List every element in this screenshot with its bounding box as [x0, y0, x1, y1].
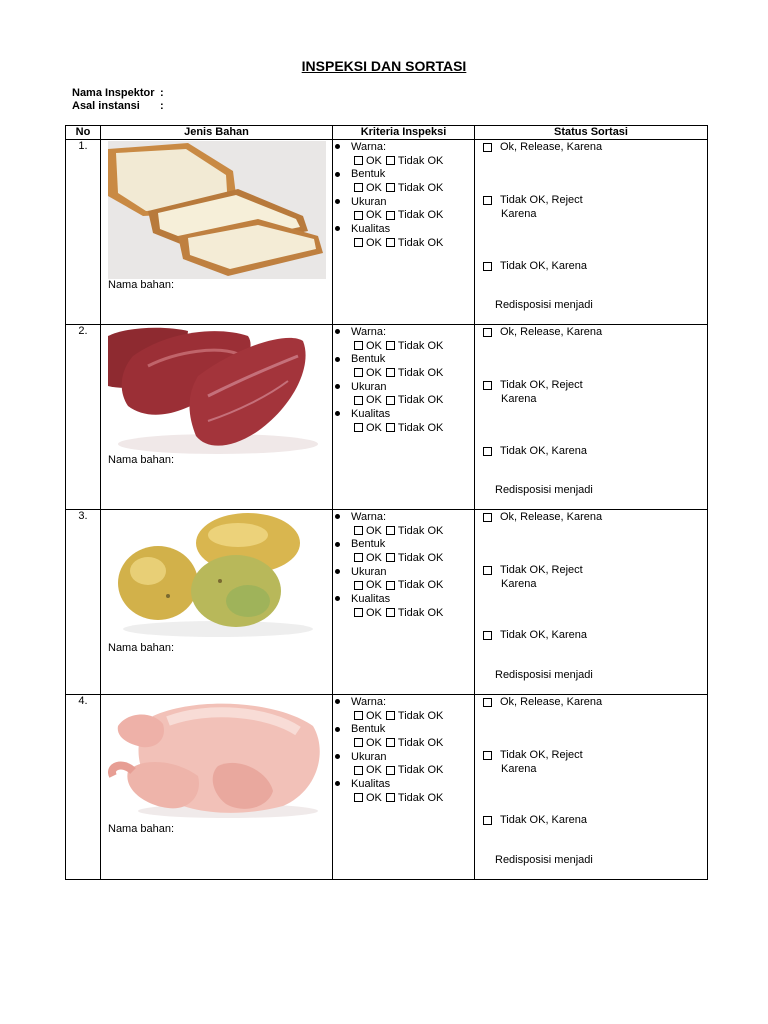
bentuk-options: OK Tidak OK	[333, 551, 474, 565]
criterion-ukuran: Ukuran	[333, 565, 474, 579]
bullet-icon	[335, 357, 340, 362]
nama-bahan-label: Nama bahan:	[108, 454, 175, 466]
status-reject-option: Tidak OK, Reject	[483, 564, 583, 576]
potatoes-photo	[108, 511, 326, 641]
redisposition-label: Redisposisi menjadi	[495, 669, 593, 681]
status-reject-karena: Karena	[501, 763, 537, 775]
bullet-icon	[335, 329, 340, 334]
header-no: No	[66, 126, 101, 140]
reject-checkbox[interactable]	[483, 566, 492, 575]
criterion-bentuk: Bentuk	[333, 722, 474, 736]
bullet-icon	[335, 596, 340, 601]
criterion-ukuran: Ukuran	[333, 380, 474, 394]
kriteria-cell	[333, 140, 475, 325]
kualitas-options: OK Tidak OK	[333, 791, 474, 805]
criterion-ukuran: Ukuran	[333, 750, 474, 764]
ok-checkbox[interactable]	[354, 711, 363, 720]
kualitas-options: OK Tidak OK	[333, 606, 474, 620]
tidak-ok-checkbox[interactable]	[386, 183, 395, 192]
row-number: 3.	[66, 510, 101, 695]
tidak-ok-checkbox[interactable]	[386, 238, 395, 247]
criterion-warna: Warna:	[333, 695, 474, 709]
criterion-warna: Warna:	[333, 510, 474, 524]
release-checkbox[interactable]	[483, 698, 492, 707]
status-cell	[475, 140, 708, 325]
ok-checkbox[interactable]	[354, 766, 363, 775]
inspector-name-label: Nama Inspektor	[72, 87, 155, 99]
status-reject-option: Tidak OK, Reject	[483, 749, 583, 761]
tidak-ok-checkbox[interactable]	[386, 423, 395, 432]
tidak-ok-checkbox[interactable]	[386, 711, 395, 720]
status-reject-karena: Karena	[501, 208, 537, 220]
agency-colon: :	[160, 100, 164, 112]
header-kriteria-inspeksi: Kriteria Inspeksi	[333, 126, 475, 140]
redisposition-label: Redisposisi menjadi	[495, 854, 593, 866]
status-cell	[475, 325, 708, 510]
tidak-ok-checkbox[interactable]	[386, 581, 395, 590]
tidak-ok-checkbox[interactable]	[386, 553, 395, 562]
reject-checkbox[interactable]	[483, 751, 492, 760]
kualitas-options: OK Tidak OK	[333, 236, 474, 250]
inspector-name-colon: :	[160, 87, 164, 99]
status-not-ok-option: Tidak OK, Karena	[483, 260, 587, 272]
ok-checkbox[interactable]	[354, 423, 363, 432]
inspection-table	[65, 125, 708, 880]
tidak-ok-checkbox[interactable]	[386, 341, 395, 350]
bullet-icon	[335, 226, 340, 231]
release-checkbox[interactable]	[483, 513, 492, 522]
raw-beef-photo	[108, 326, 326, 456]
bullet-icon	[335, 172, 340, 177]
tidak-ok-checkbox[interactable]	[386, 156, 395, 165]
ok-checkbox[interactable]	[354, 156, 363, 165]
bullet-icon	[335, 569, 340, 574]
warna-options: OK Tidak OK	[333, 154, 474, 168]
criterion-kualitas: Kualitas	[333, 592, 474, 606]
status-release-option: Ok, Release, Karena	[483, 326, 602, 338]
table-row	[66, 510, 708, 695]
ukuran-options: OK Tidak OK	[333, 763, 474, 777]
ok-checkbox[interactable]	[354, 238, 363, 247]
status-release-option: Ok, Release, Karena	[483, 141, 602, 153]
bullet-icon	[335, 199, 340, 204]
agency-label: Asal instansi	[72, 100, 140, 112]
table-row	[66, 695, 708, 880]
warna-options: OK Tidak OK	[333, 524, 474, 538]
criterion-bentuk: Bentuk	[333, 167, 474, 181]
status-reject-option: Tidak OK, Reject	[483, 194, 583, 206]
ok-checkbox[interactable]	[354, 211, 363, 220]
row-number: 4.	[66, 695, 101, 880]
tidak-ok-checkbox[interactable]	[386, 396, 395, 405]
bentuk-options: OK Tidak OK	[333, 181, 474, 195]
tidak-ok-checkbox[interactable]	[386, 793, 395, 802]
ukuran-options: OK Tidak OK	[333, 208, 474, 222]
jenis-bahan-cell	[101, 325, 333, 510]
criterion-bentuk: Bentuk	[333, 352, 474, 366]
ok-checkbox[interactable]	[354, 396, 363, 405]
warna-options: OK Tidak OK	[333, 709, 474, 723]
criterion-bentuk: Bentuk	[333, 537, 474, 551]
agency-line	[72, 100, 164, 112]
bullet-icon	[335, 384, 340, 389]
inspector-name-line	[72, 87, 164, 99]
status-cell	[475, 695, 708, 880]
nama-bahan-label: Nama bahan:	[108, 823, 175, 835]
criterion-warna: Warna:	[333, 140, 474, 154]
ukuran-options: OK Tidak OK	[333, 578, 474, 592]
kualitas-options: OK Tidak OK	[333, 421, 474, 435]
release-checkbox[interactable]	[483, 328, 492, 337]
tidak-ok-checkbox[interactable]	[386, 608, 395, 617]
ok-checkbox[interactable]	[354, 553, 363, 562]
bullet-icon	[335, 699, 340, 704]
document-title: INSPEKSI DAN SORTASI	[301, 58, 467, 74]
status-not-ok-option: Tidak OK, Karena	[483, 814, 587, 826]
not-ok-checkbox[interactable]	[483, 631, 492, 640]
bullet-icon	[335, 411, 340, 416]
bullet-icon	[335, 542, 340, 547]
reject-checkbox[interactable]	[483, 381, 492, 390]
tidak-ok-checkbox[interactable]	[386, 766, 395, 775]
bullet-icon	[335, 754, 340, 759]
tidak-ok-checkbox[interactable]	[386, 368, 395, 377]
criterion-kualitas: Kualitas	[333, 222, 474, 236]
criterion-kualitas: Kualitas	[333, 777, 474, 791]
row-number: 1.	[66, 140, 101, 325]
row-number: 2.	[66, 325, 101, 510]
tidak-ok-checkbox[interactable]	[386, 211, 395, 220]
ok-checkbox[interactable]	[354, 183, 363, 192]
bullet-icon	[335, 781, 340, 786]
bullet-icon	[335, 144, 340, 149]
header-jenis-bahan: Jenis Bahan	[101, 126, 333, 140]
nama-bahan-label: Nama bahan:	[108, 279, 175, 291]
table-row	[66, 325, 708, 510]
ukuran-options: OK Tidak OK	[333, 393, 474, 407]
bentuk-options: OK Tidak OK	[333, 366, 474, 380]
jenis-bahan-cell	[101, 140, 333, 325]
not-ok-checkbox[interactable]	[483, 262, 492, 271]
kriteria-cell	[333, 695, 475, 880]
redisposition-label: Redisposisi menjadi	[495, 484, 593, 496]
status-cell	[475, 510, 708, 695]
table-row	[66, 140, 708, 325]
ok-checkbox[interactable]	[354, 738, 363, 747]
not-ok-checkbox[interactable]	[483, 816, 492, 825]
kriteria-cell	[333, 325, 475, 510]
criterion-warna: Warna:	[333, 325, 474, 339]
ok-checkbox[interactable]	[354, 368, 363, 377]
nama-bahan-label: Nama bahan:	[108, 642, 175, 654]
jenis-bahan-cell	[101, 695, 333, 880]
ok-checkbox[interactable]	[354, 608, 363, 617]
ok-checkbox[interactable]	[354, 341, 363, 350]
raw-chicken-photo	[108, 696, 326, 820]
status-reject-karena: Karena	[501, 393, 537, 405]
table-header-row	[66, 126, 708, 140]
warna-options: OK Tidak OK	[333, 339, 474, 353]
status-not-ok-option: Tidak OK, Karena	[483, 445, 587, 457]
reject-checkbox[interactable]	[483, 196, 492, 205]
bread-slices-photo	[108, 141, 326, 279]
ok-checkbox[interactable]	[354, 793, 363, 802]
status-release-option: Ok, Release, Karena	[483, 696, 602, 708]
status-not-ok-option: Tidak OK, Karena	[483, 629, 587, 641]
ok-checkbox[interactable]	[354, 526, 363, 535]
criterion-ukuran: Ukuran	[333, 195, 474, 209]
status-reject-karena: Karena	[501, 578, 537, 590]
tidak-ok-checkbox[interactable]	[386, 738, 395, 747]
bullet-icon	[335, 514, 340, 519]
jenis-bahan-cell	[101, 510, 333, 695]
bentuk-options: OK Tidak OK	[333, 736, 474, 750]
bullet-icon	[335, 727, 340, 732]
criterion-kualitas: Kualitas	[333, 407, 474, 421]
not-ok-checkbox[interactable]	[483, 447, 492, 456]
kriteria-cell	[333, 510, 475, 695]
redisposition-label: Redisposisi menjadi	[495, 299, 593, 311]
tidak-ok-checkbox[interactable]	[386, 526, 395, 535]
status-release-option: Ok, Release, Karena	[483, 511, 602, 523]
status-reject-option: Tidak OK, Reject	[483, 379, 583, 391]
header-status-sortasi: Status Sortasi	[475, 126, 708, 140]
release-checkbox[interactable]	[483, 143, 492, 152]
ok-checkbox[interactable]	[354, 581, 363, 590]
